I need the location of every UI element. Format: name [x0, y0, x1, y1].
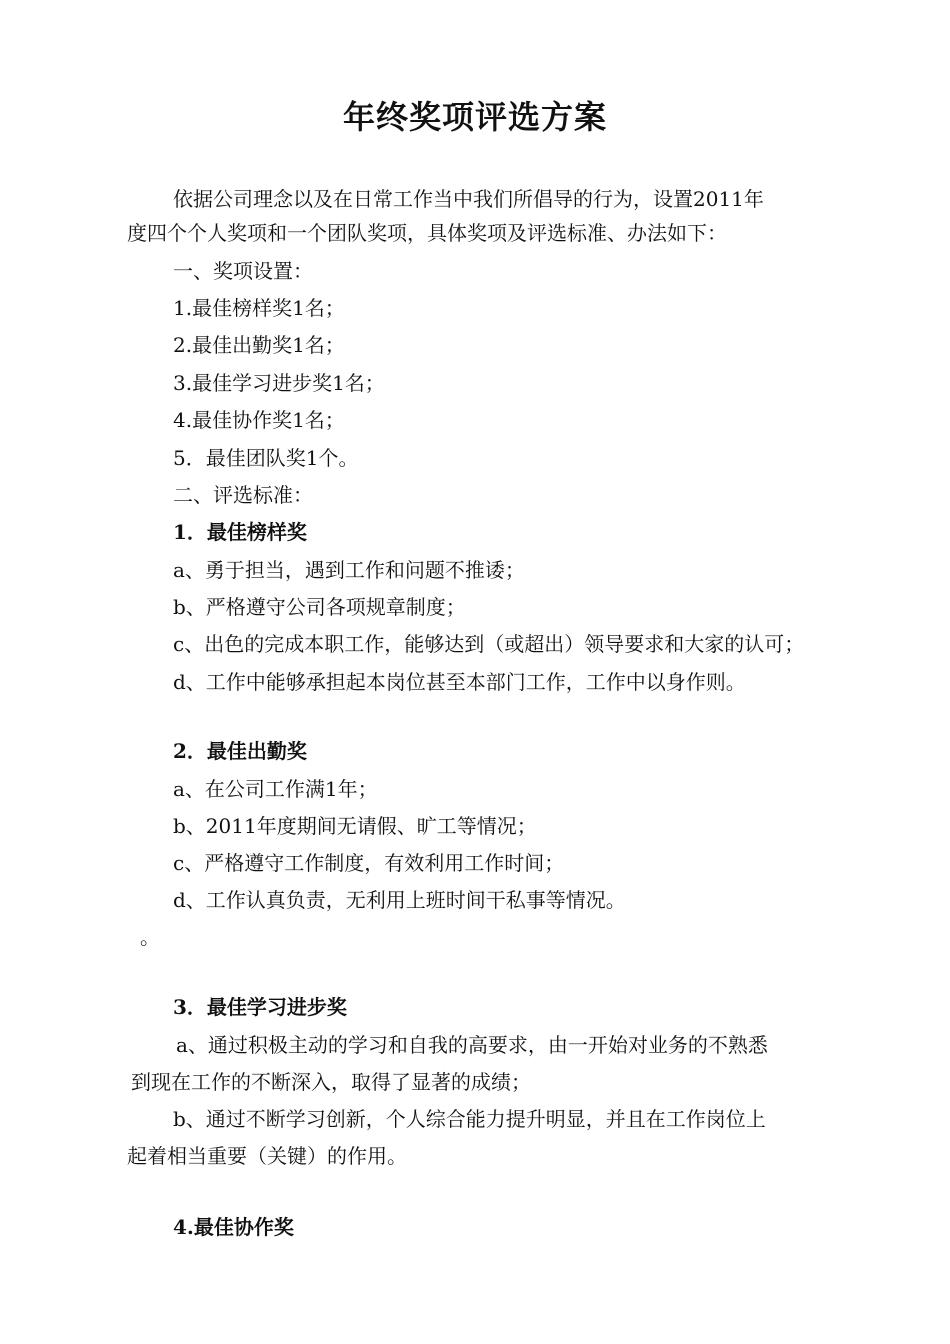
criteria-item: d、工作中能够承担起本岗位甚至本部门工作，工作中以身作则。	[173, 670, 746, 694]
award-list-item: 3.最佳学习进步奖1名；	[173, 371, 385, 395]
award-2-heading: 2．最佳出勤奖	[173, 739, 307, 763]
award-list-item: 5．最佳团队奖1个。	[173, 446, 359, 470]
award-list-item: 2.最佳出勤奖1名；	[173, 333, 345, 357]
document-title: 年终奖项评选方案	[342, 98, 607, 136]
section-1-heading: 一、奖项设置：	[173, 259, 313, 283]
section-2-heading: 二、评选标准：	[173, 483, 313, 507]
criteria-item: a、在公司工作满1年；	[173, 777, 378, 801]
award-list-item: 4.最佳协作奖1名；	[173, 408, 345, 432]
award-list-item: 1.最佳榜样奖1名；	[173, 296, 345, 320]
award-1-heading: 1．最佳榜样奖	[173, 520, 307, 544]
criteria-item-line: 到现在工作的不断深入，取得了显著的成绩；	[131, 1070, 531, 1094]
criteria-item-line: 起着相当重要（关键）的作用。	[127, 1144, 407, 1168]
criteria-item: a、勇于担当，遇到工作和问题不推诿；	[173, 558, 525, 582]
criteria-item: c、严格遵守工作制度，有效利用工作时间；	[173, 851, 565, 875]
criteria-item-line: b、通过不断学习创新，个人综合能力提升明显，并且在工作岗位上	[173, 1107, 766, 1131]
intro-line-2: 度四个个人奖项和一个团队奖项，具体奖项及评选标准、办法如下：	[127, 221, 727, 245]
award-4-heading: 4.最佳协作奖	[173, 1215, 294, 1239]
criteria-item: c、出色的完成本职工作，能够达到（或超出）领导要求和大家的认可；	[173, 632, 805, 656]
intro-line-1: 依据公司理念以及在日常工作当中我们所倡导的行为，设置2011年	[173, 187, 764, 211]
criteria-item-line: a、通过积极主动的学习和自我的高要求，由一开始对业务的不熟悉	[176, 1033, 768, 1057]
trailing-mark: 。	[140, 925, 160, 949]
award-3-heading: 3．最佳学习进步奖	[173, 995, 347, 1019]
criteria-item: b、严格遵守公司各项规章制度；	[173, 595, 466, 619]
criteria-item: b、2011年度期间无请假、旷工等情况；	[173, 814, 537, 838]
criteria-item: d、工作认真负责，无利用上班时间干私事等情况。	[173, 888, 626, 912]
